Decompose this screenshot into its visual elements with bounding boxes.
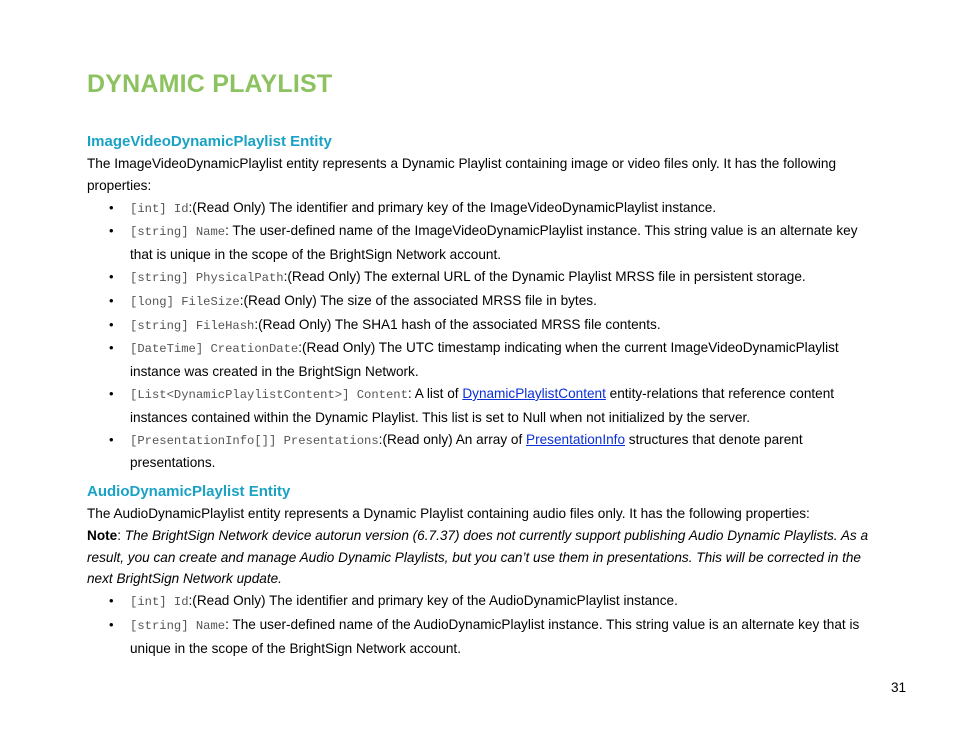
dynamic-playlist-content-link[interactable]: DynamicPlaylistContent bbox=[462, 385, 606, 401]
list-item bbox=[87, 614, 877, 660]
list-item bbox=[87, 383, 877, 429]
property-description: :(Read Only) The identifier and primary key of the ImageVideoDynamicPlaylist instance. bbox=[188, 199, 717, 215]
property-description: : The user-defined name of the ImageVideoDynamicPlaylist instance. This string value is an alternate key that is unique in the scope of the BrightSign Network account. bbox=[130, 223, 858, 263]
property-signature: [List<DynamicPlaylistContent>] Content bbox=[130, 387, 408, 402]
note-separator: : bbox=[117, 527, 125, 543]
list-item bbox=[87, 337, 877, 383]
list-item bbox=[87, 429, 877, 475]
bullet-icon: • bbox=[109, 316, 114, 332]
property-signature: [string] Name bbox=[130, 618, 226, 633]
property-description-pre: : A list of bbox=[407, 385, 463, 401]
property-description: :(Read Only) The UTC timestamp indicating when the current ImageVideoDynamicPlaylist instance was created in the BrightSign Network. bbox=[130, 340, 839, 380]
section-intro: The ImageVideoDynamicPlaylist entity represents a Dynamic Playlist containing image or video files only. It has the following properties: bbox=[87, 156, 837, 193]
bullet-icon: • bbox=[109, 292, 114, 308]
property-description-post: structures that denote parent presentations. bbox=[130, 431, 803, 471]
page-title: DYNAMIC PLAYLIST bbox=[87, 70, 333, 98]
section-audio-playlist bbox=[87, 481, 877, 660]
property-signature: [string] Name bbox=[130, 225, 226, 240]
bullet-icon: • bbox=[109, 340, 114, 356]
list-item bbox=[87, 290, 877, 314]
bullet-icon: • bbox=[109, 593, 114, 609]
property-description: : The user-defined name of the AudioDynamicPlaylist instance. This string value is an alternate key that is unique in the scope of the BrightSign Network account. bbox=[130, 616, 860, 656]
bullet-icon: • bbox=[109, 268, 114, 284]
note-text: The BrightSign Network device autorun version (6.7.37) does not currently support publishing Audio Dynamic Playlists. As a result, you can create and manage Audio Dynamic Playlists, but you can’t use them in presentations. This will be corrected in the next BrightSign Network update. bbox=[87, 527, 869, 587]
note-paragraph bbox=[87, 525, 877, 590]
list-item bbox=[87, 220, 877, 266]
bullet-icon: • bbox=[109, 199, 114, 215]
list-item bbox=[87, 197, 877, 221]
page-number: 31 bbox=[891, 680, 907, 695]
section-heading: ImageVideoDynamicPlaylist Entity bbox=[87, 133, 332, 150]
list-item bbox=[87, 314, 877, 338]
section-intro: The AudioDynamicPlaylist entity represents a Dynamic Playlist containing audio files only. It has the following properties: bbox=[87, 506, 810, 521]
presentation-info-link[interactable]: PresentationInfo bbox=[526, 431, 626, 447]
section-heading: AudioDynamicPlaylist Entity bbox=[87, 483, 291, 500]
property-signature: [int] Id bbox=[130, 201, 189, 216]
bullet-icon: • bbox=[109, 431, 114, 447]
property-description: :(Read Only) The SHA1 hash of the associated MRSS file contents. bbox=[254, 316, 661, 332]
property-description: :(Read Only) The external URL of the Dynamic Playlist MRSS file in persistent storage. bbox=[283, 268, 806, 284]
property-list bbox=[87, 197, 877, 475]
list-item bbox=[87, 266, 877, 290]
property-description: :(Read Only) The identifier and primary key of the AudioDynamicPlaylist instance. bbox=[188, 593, 678, 609]
property-signature: [DateTime] CreationDate bbox=[130, 342, 299, 357]
list-item bbox=[87, 590, 877, 614]
property-signature: [string] PhysicalPath bbox=[130, 270, 284, 285]
bullet-icon: • bbox=[109, 385, 114, 401]
note-label: Note bbox=[87, 527, 118, 543]
bullet-icon: • bbox=[109, 616, 114, 632]
property-description: :(Read Only) The size of the associated MRSS file in bytes. bbox=[239, 292, 597, 308]
property-description-pre: :(Read only) An array of bbox=[378, 431, 527, 447]
property-signature: [long] FileSize bbox=[130, 294, 240, 309]
property-signature: [int] Id bbox=[130, 595, 189, 610]
property-description-post: entity-relations that reference content instances contained within the Dynamic Playlist. This list is set to Null when not initialized by the server. bbox=[130, 385, 835, 425]
property-list bbox=[87, 590, 877, 659]
section-image-video-playlist bbox=[87, 131, 877, 474]
property-signature: [PresentationInfo[]] Presentations bbox=[130, 433, 379, 448]
bullet-icon: • bbox=[109, 223, 114, 239]
property-signature: [string] FileHash bbox=[130, 318, 255, 333]
